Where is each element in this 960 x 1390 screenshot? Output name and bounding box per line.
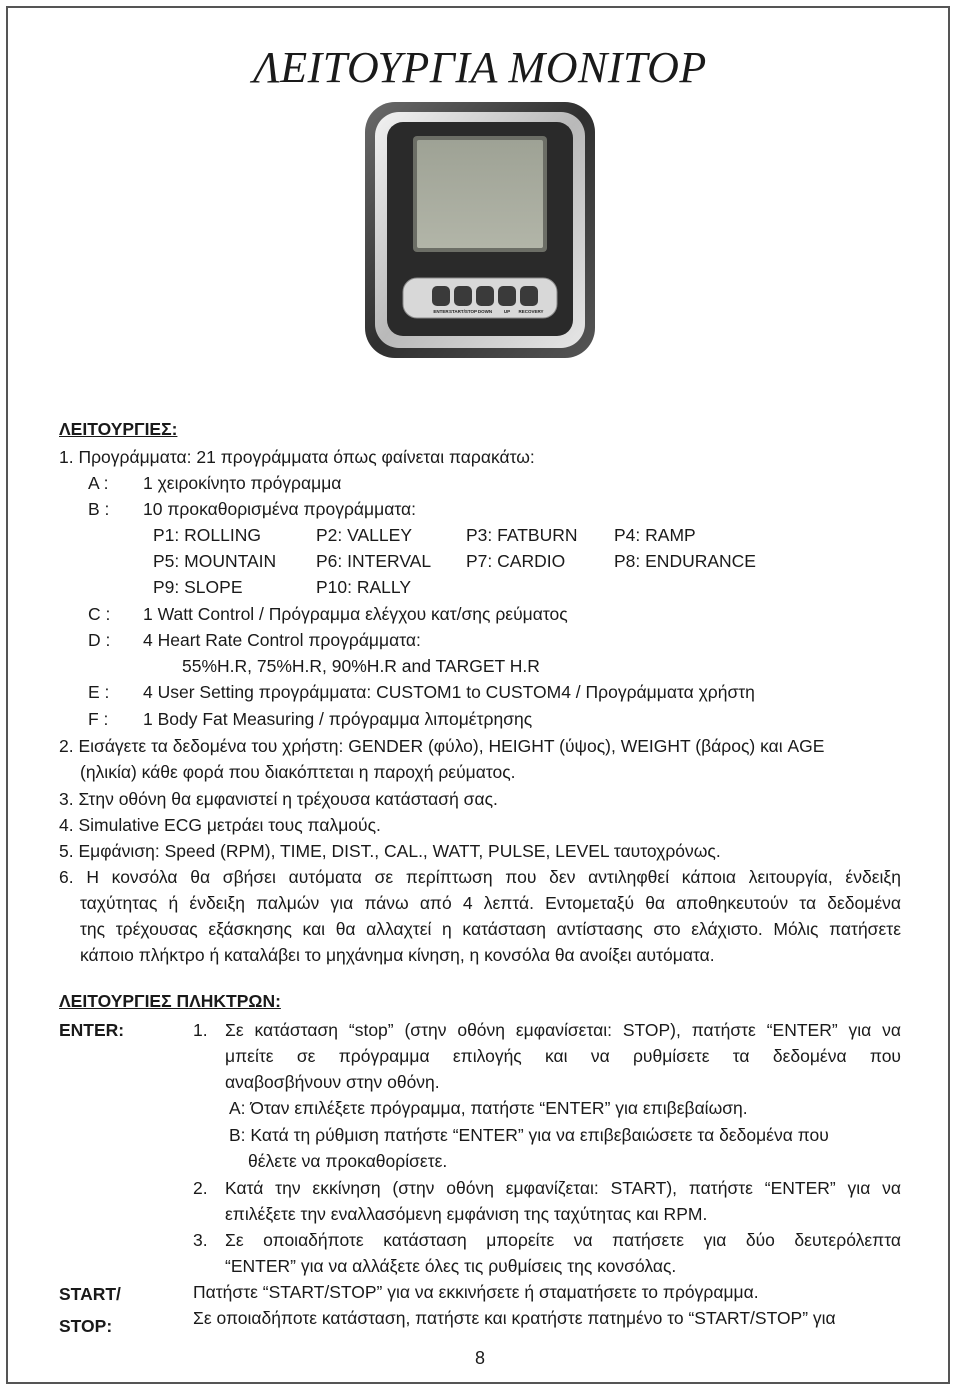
start-stop-key	[454, 286, 472, 306]
recovery-key-label: RECOVERY	[518, 309, 544, 314]
program-p3: P3: FATBURN	[466, 525, 578, 545]
option-b-text: 10 προκαθορισμένα προγράμματα:	[143, 499, 416, 519]
program-p8: P8: ENDURANCE	[614, 551, 756, 571]
lcd-screen	[417, 140, 543, 248]
enter-step-1-line1: Σε κατάσταση “stop” (στην οθόνη εμφανίσεται: STOP), πατήστε “ENTER” για να	[225, 1020, 901, 1040]
functions-item-6-line4: κάποιο πλήκτρο ή καταλάβει το μηχάνημα κίνηση, η κονσόλα θα ανοίξει αυτόματα.	[80, 945, 715, 965]
enter-step-3-number: 3.	[193, 1230, 208, 1250]
functions-item-6-line1: 6. Η κονσόλα θα σβήσει αυτόματα σε περίπτωση που δεν αντιληφθεί κάποια λειτουργία, ένδειξη	[59, 867, 901, 887]
page-title: ΛΕΙΤΟΥΡΓΙΑ ΜΟΝΙΤΟΡ	[253, 43, 707, 92]
functions-item-2-line1: 2. Εισάγετε τα δεδομένα του χρήστη: GENDER (φύλο), HEIGHT (ύψος), WEIGHT (βάρος) και AGE	[59, 736, 825, 756]
start-stop-key-label: START/STOP	[448, 309, 478, 314]
enter-step-2-number: 2.	[193, 1178, 208, 1198]
program-p5: P5: MOUNTAIN	[153, 551, 277, 571]
option-e-text: 4 User Setting προγράμματα: CUSTOM1 to CUSTOM4 / Προγράμματα χρήστη	[143, 682, 755, 702]
enter-step-3-line1: Σε οποιαδήποτε κατάσταση μπορείτε να πατήσετε για δύο δευτερόλεπτα	[225, 1230, 901, 1250]
enter-step-3-line2: “ENTER” για να αλλάξετε όλες τις ρυθμίσεις της κονσόλας.	[225, 1256, 677, 1276]
start-stop-heading-line1: START/	[59, 1284, 121, 1304]
option-a-label: A :	[88, 473, 109, 493]
option-d-label: D :	[88, 630, 111, 650]
option-d-subtext: 55%H.R, 75%H.R, 90%H.R and TARGET H.R	[182, 656, 540, 676]
console-buttons	[432, 286, 538, 306]
program-p1: P1: ROLLING	[153, 525, 261, 545]
enter-step-1-line3: αναβοσβήνουν στην οθόνη.	[225, 1072, 440, 1092]
functions-item-2-line2: (ηλικία) κάθε φορά που διακόπτεται η παροχή ρεύματος.	[80, 762, 516, 782]
program-p7: P7: CARDIO	[466, 551, 566, 571]
enter-step-1-note-b-line2: θέλετε να προκαθορίσετε.	[248, 1151, 448, 1171]
enter-step-1-line2: μπείτε σε πρόγραμμα επιλογής και να ρυθμίσετε τα δεδομένα που	[225, 1046, 901, 1066]
enter-key-heading: ENTER:	[59, 1020, 125, 1040]
functions-item-1: 1. Προγράμματα: 21 προγράμματα όπως φαίνεται παρακάτω:	[59, 447, 535, 467]
start-stop-heading-line2: STOP:	[59, 1316, 113, 1336]
program-p4: P4: RAMP	[614, 525, 696, 545]
functions-item-4: 4. Simulative ECG μετράει τους παλμούς.	[59, 815, 381, 835]
option-f-text: 1 Body Fat Measuring / πρόγραμμα λιπομέτρησης	[143, 709, 533, 729]
option-c-label: C :	[88, 604, 111, 624]
down-key	[476, 286, 494, 306]
functions-item-3: 3. Στην οθόνη θα εμφανιστεί η τρέχουσα κατάστασή σας.	[59, 789, 498, 809]
option-c-text: 1 Watt Control / Πρόγραμμα ελέγχου κατ/σης ρεύματος	[143, 604, 568, 624]
program-p2: P2: VALLEY	[316, 525, 412, 545]
start-stop-line1: Πατήστε “START/STOP” για να εκκινήσετε ή σταματήσετε το πρόγραμμα.	[193, 1282, 759, 1302]
program-p6: P6: INTERVAL	[316, 551, 432, 571]
up-key-label: UP	[503, 309, 511, 314]
functions-item-6-line3: της τρέχουσας εξάσκησης και θα αλλαχτεί η κατάσταση αντίστασης στο ελάχιστο. Μόλις πατήσετε	[80, 919, 901, 939]
start-stop-line2: Σε οποιαδήποτε κατάσταση, πατήστε και κρατήστε πατημένο το “START/STOP” για	[193, 1308, 836, 1328]
option-f-label: F :	[88, 709, 109, 729]
down-key-label: DOWN	[477, 309, 493, 314]
enter-key	[432, 286, 450, 306]
enter-step-1-note-b-line1: B: Κατά τη ρύθμιση πατήστε “ENTER” για να επιβεβαιώσετε τα δεδομένα που	[229, 1125, 829, 1145]
enter-key-label: ENTER	[433, 309, 449, 314]
key-functions-heading: ΛΕΙΤΟΥΡΓΙΕΣ ΠΛΗΚΤΡΩΝ:	[59, 991, 281, 1011]
enter-step-1-number: 1.	[193, 1020, 208, 1040]
option-d-text: 4 Heart Rate Control προγράμματα:	[143, 630, 421, 650]
up-key	[498, 286, 516, 306]
enter-step-2-line2: επιλέξετε την εναλλασόμενη εμφάνιση της ταχύτητας και RPM.	[225, 1204, 708, 1224]
enter-step-1-note-a: A: Όταν επιλέξετε πρόγραμμα, πατήστε “ENTER” για επιβεβαίωση.	[229, 1098, 748, 1118]
option-e-label: E :	[88, 682, 110, 702]
option-a-text: 1 χειροκίνητο πρόγραμμα	[143, 473, 342, 493]
functions-item-5: 5. Εμφάνιση: Speed (RPM), TIME, DIST., CAL., WATT, PULSE, LEVEL ταυτοχρόνως.	[59, 841, 721, 861]
recovery-key	[520, 286, 538, 306]
program-p9: P9: SLOPE	[153, 577, 243, 597]
functions-heading: ΛΕΙΤΟΥΡΓΙΕΣ:	[59, 419, 178, 439]
enter-step-2-line1: Κατά την εκκίνηση (στην οθόνη εμφανίζεται: START), πατήστε “ENTER” για να	[225, 1178, 901, 1198]
option-b-label: B :	[88, 499, 110, 519]
functions-item-6-line2: ταχύτητας ή ένδειξη παλμών για πάνω από 4 λεπτά. Εντομεταξύ θα αποθηκευτούν τα δεδομένα	[80, 893, 901, 913]
monitor-illustration	[363, 100, 597, 360]
page-number: 8	[474, 1348, 485, 1368]
program-p10: P10: RALLY	[316, 577, 412, 597]
